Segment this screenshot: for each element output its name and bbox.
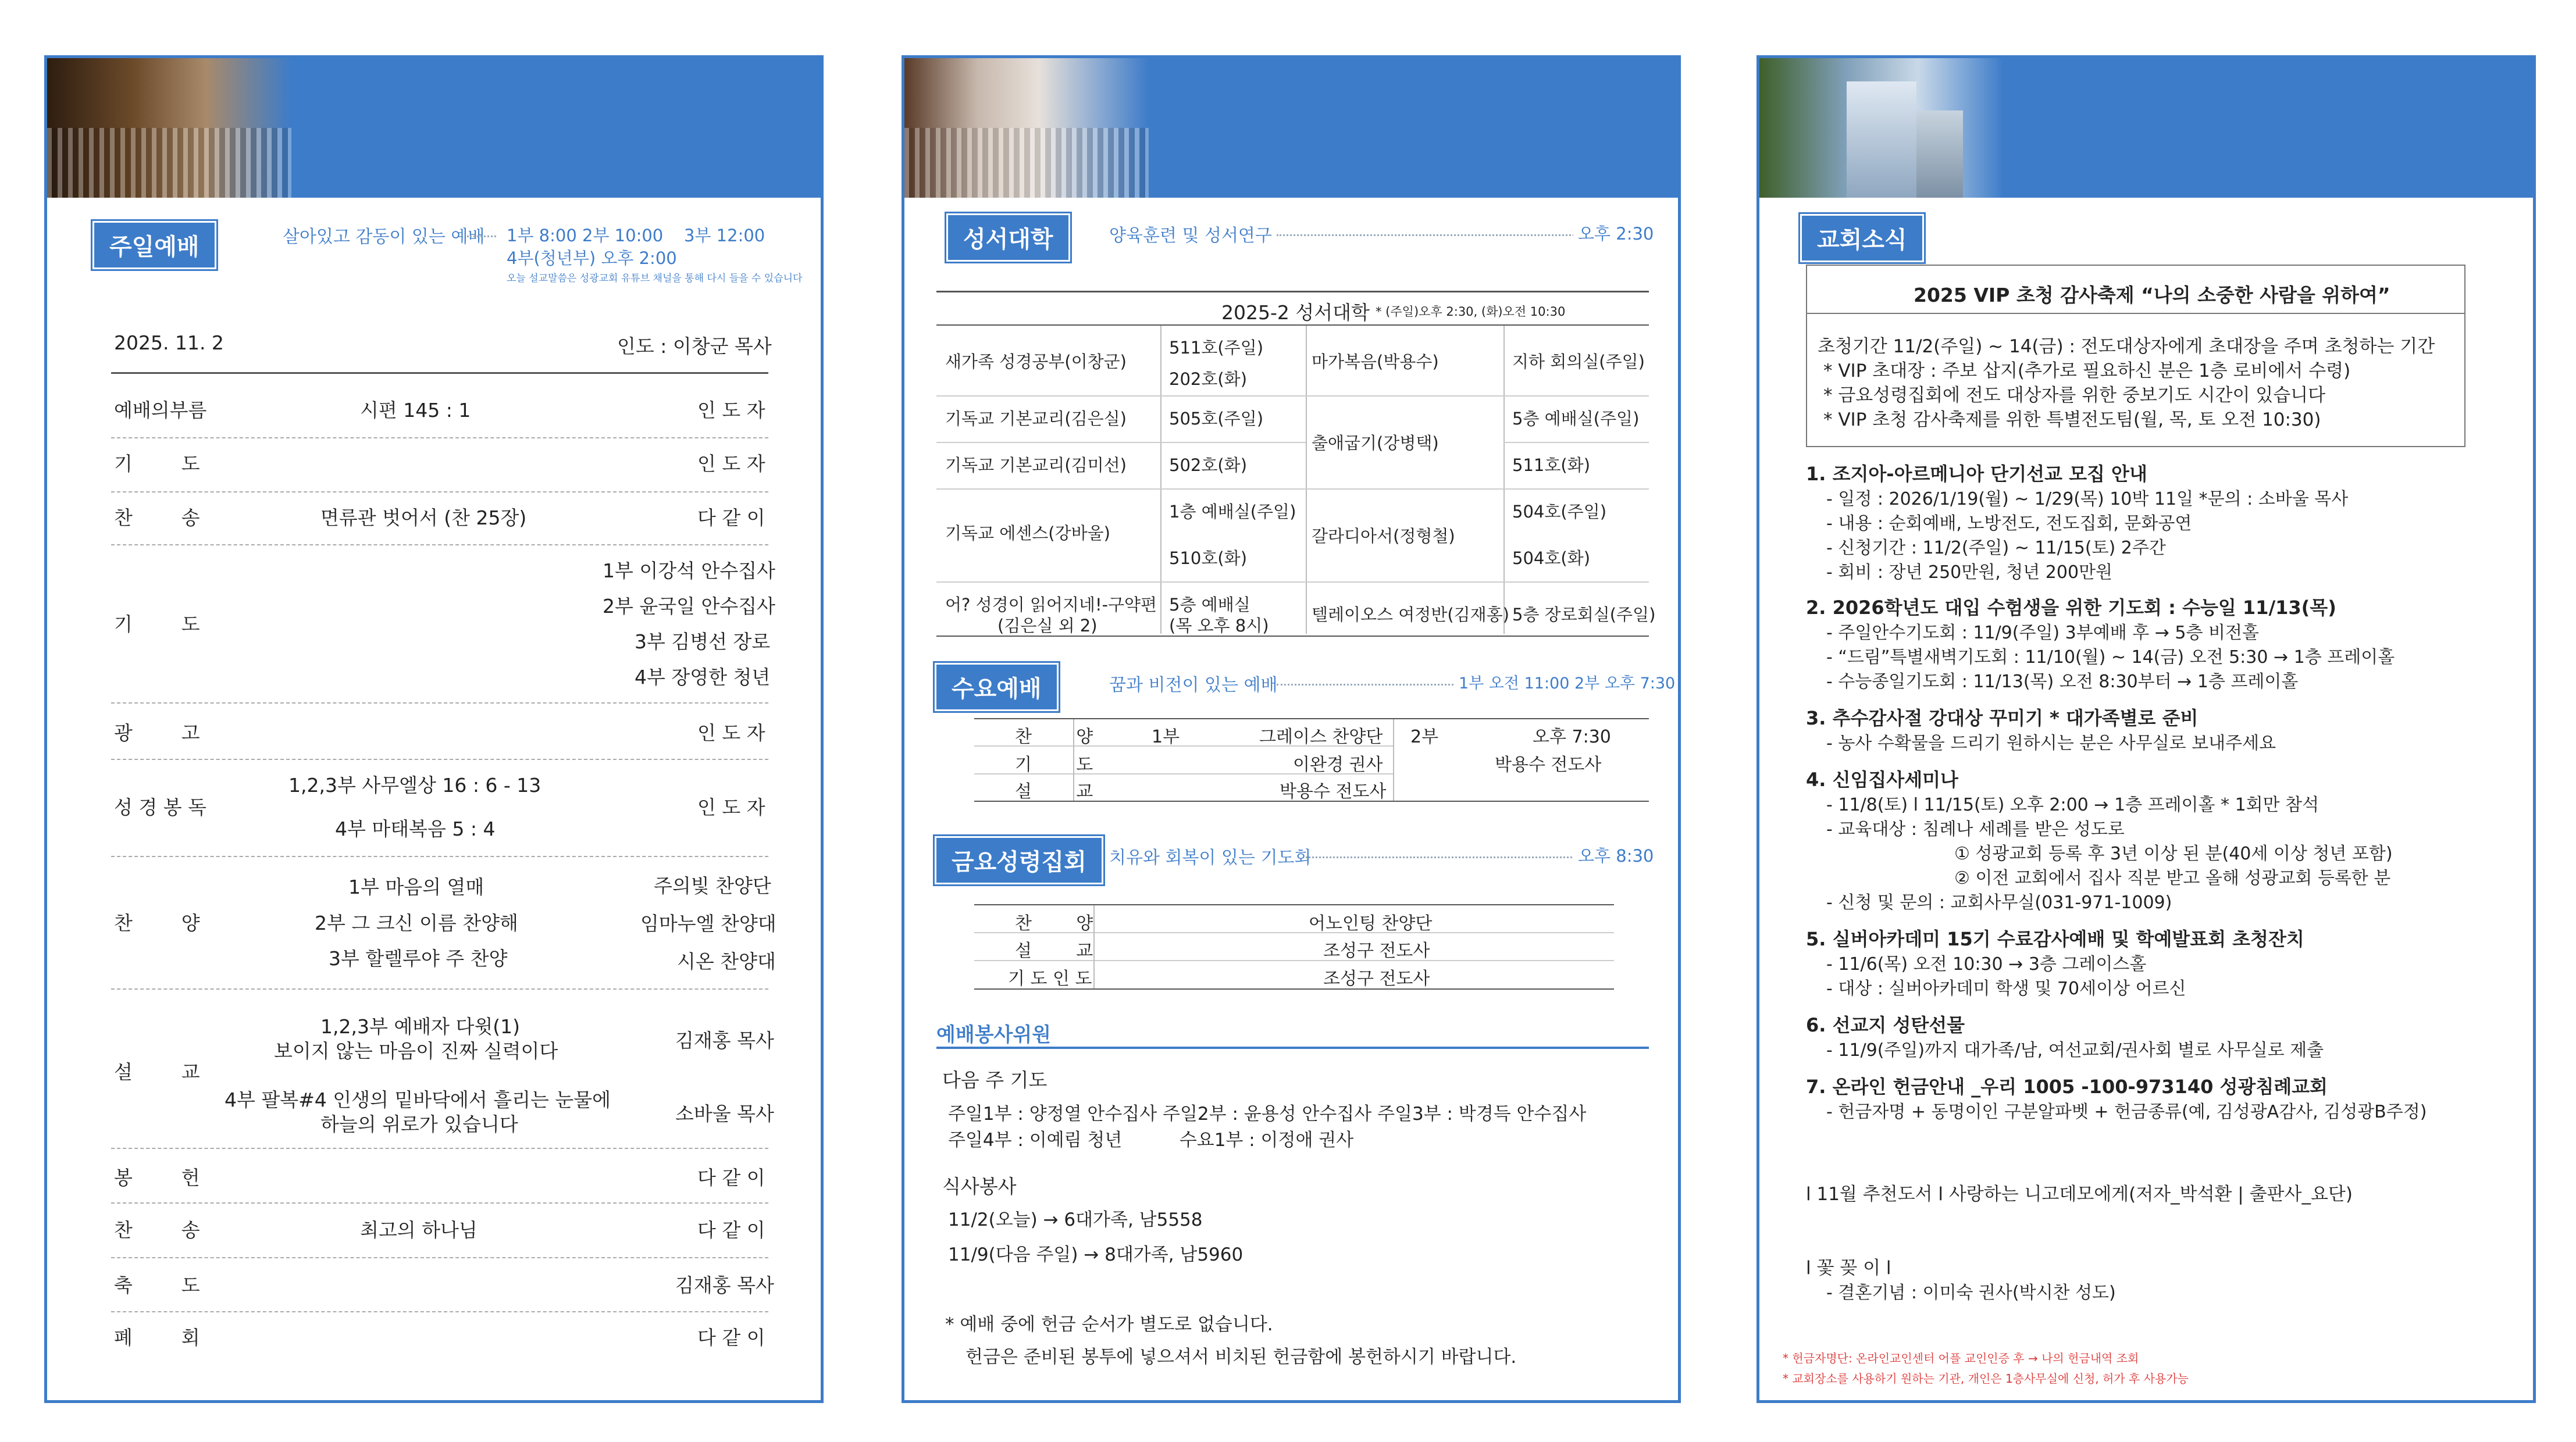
bible-table-title: 2025-2 성서대학: [1221, 301, 1370, 324]
sunday-subtitle: 살아있고 감동이 있는 예배: [283, 227, 485, 247]
order-label: 광 고: [114, 722, 200, 744]
time-4: 4부(청년부) 오후 2:00: [507, 248, 677, 268]
order-leader: 인 도 자: [697, 722, 765, 744]
meal-title: 식사봉사: [942, 1175, 1017, 1198]
praise-song: 3부 할렐루야 주 찬양: [329, 947, 508, 970]
class-room: 504호(화): [1512, 548, 1591, 568]
prayer-person: 1부 이강석 안수집사: [603, 559, 775, 582]
church-building-photo: [1759, 58, 2004, 198]
prayer-person: 4부 장영한 청년: [635, 666, 771, 688]
time-3: 3부 12:00: [684, 226, 765, 245]
news-head: 4. 신임집사세미나: [1806, 769, 1958, 791]
wed-person: 박용수 전도사: [1280, 781, 1387, 802]
order-leader: 인 도 자: [697, 452, 765, 475]
news-line: - 교육대상 : 침례나 세례를 받은 성도로: [1826, 819, 2125, 840]
news-head: 1. 조지아-아르메니아 단기선교 모집 안내: [1806, 463, 2147, 485]
class-room: 지하 회의실(주일): [1512, 352, 1645, 372]
sermon-line: 보이지 않는 마음이 진짜 실력이다: [274, 1040, 558, 1062]
wed-part: 2부: [1410, 727, 1439, 747]
fri-role: 찬 양: [1015, 913, 1093, 934]
worship-photo: [47, 58, 291, 198]
meal-line: 11/9(다음 주일) → 8대가족, 남5960: [948, 1244, 1244, 1265]
order-label: 봉 헌: [114, 1166, 200, 1189]
class-room: 504호(주일): [1512, 502, 1607, 522]
class-name: (김은실 외 2): [997, 616, 1098, 636]
news-line: - 11/9(주일)까지 대가족/남, 여선교회/권사회 별로 사무실로 제출: [1826, 1040, 2324, 1061]
section-title-wednesday: 수요예배: [935, 663, 1059, 711]
bible-time: 오후 2:30: [1573, 221, 1654, 245]
order-label: 찬 송: [114, 506, 200, 529]
friday-subtitle: 치유와 회복이 있는 기도회: [1109, 848, 1312, 868]
class-room: (목 오후 8시): [1169, 616, 1269, 636]
scripture: 4부 마태복음 5 : 4: [335, 818, 496, 840]
class-name: 새가족 성경공부(이창군): [945, 352, 1127, 372]
section-title-friday: 금요성령집회: [935, 836, 1103, 884]
order-label: 축 도: [114, 1274, 200, 1297]
class-name: 기독교 기본교리(김은실): [945, 409, 1127, 429]
news-line: - 내용 : 순회예배, 노방전도, 전도집회, 문화공연: [1826, 513, 2192, 534]
news-head: 7. 온라인 헌금안내 _우리 1005 -100-973140 성광침례교회: [1806, 1076, 2328, 1098]
wed-person: 그레이스 찬양단: [1259, 727, 1383, 747]
vip-line: * 금요성령집회에 전도 대상자를 위한 중보기도 시간이 있습니다: [1823, 385, 2326, 406]
news-line: ① 성광교회 등록 후 3년 이상 된 분(40세 이상 청년 포함): [1954, 844, 2393, 864]
order-leader: 다 같 이: [697, 506, 765, 529]
class-room: 502호(화): [1169, 455, 1248, 475]
flower-title: l 꽃 꽂 이 l: [1806, 1258, 1891, 1279]
class-name: 기독교 기본교리(김미선): [945, 455, 1127, 475]
news-line: - 신청 및 문의 : 교회사무실(031-971-1009): [1826, 893, 2172, 913]
section-title-bible: 성서대학: [946, 213, 1070, 262]
prayer-line: 주일4부 : 이예림 청년 수요1부 : 이정애 권사: [948, 1130, 1354, 1151]
news-line: - 회비 : 장년 250만원, 청년 200만원: [1826, 562, 2113, 583]
preacher: 소바울 목사: [675, 1102, 774, 1125]
class-room: 202호(화): [1169, 369, 1248, 389]
recommended-book: l 11월 추천도서 l 사랑하는 니고데모에게(저자_박석환 | 출판사_요단): [1806, 1184, 2353, 1205]
order-content: 최고의 하나님: [360, 1219, 478, 1241]
wednesday-subtitle: 꿈과 비전이 있는 예배: [1109, 675, 1278, 695]
order-leader: 인 도 자: [697, 399, 765, 422]
order-leader: 김재홍 목사: [675, 1274, 774, 1297]
youtube-note: 오늘 설교말씀은 성광교회 유튜브 채널을 통해 다시 들을 수 있습니다: [507, 273, 803, 284]
leader: 인도 : 이창군 목사: [617, 335, 772, 358]
news-line: - 주일안수기도회 : 11/9(주일) 3부예배 후 → 5층 비전홀: [1826, 623, 2259, 643]
order-content: 면류관 벗어서 (찬 25장): [320, 506, 527, 529]
fri-person: 조성구 전도사: [1323, 969, 1430, 989]
order-label: 예배의부름: [114, 399, 207, 422]
servers-title: 예배봉사위원: [936, 1023, 1052, 1047]
fri-role: 설 교: [1015, 941, 1093, 961]
order-label: 성 경 봉 독: [114, 796, 206, 819]
news-head: 2. 2026학년도 대입 수험생을 위한 기도회 : 수능일 11/13(목): [1806, 597, 2336, 619]
order-label: 기 도: [114, 613, 200, 636]
fri-person: 조성구 전도사: [1323, 941, 1430, 961]
section-title-news: 교회소식: [1800, 214, 1924, 262]
news-line: - 신청기간 : 11/2(주일) ~ 11/15(토) 2주간: [1826, 538, 2166, 558]
choir-photo: [904, 58, 1149, 198]
prayer-line: 주일1부 : 양정열 안수집사 주일2부 : 윤용성 안수집사 주일3부 : 박경득 안수집사: [948, 1104, 1587, 1125]
order-label: 폐 회: [114, 1326, 200, 1349]
fri-role: 기 도 인 도: [1008, 969, 1092, 989]
sermon-line: 4부 팔복#4 인생의 밑바닥에서 흘리는 눈물에: [225, 1088, 611, 1111]
footnote: * 헌금자명단: 온라인교인센터 어플 교인인증 후 → 나의 헌금내역 조회: [1783, 1351, 2139, 1365]
order-leader: 다 같 이: [697, 1166, 765, 1189]
news-line: - 대상 : 실버아카데미 학생 및 70세이상 어르신: [1826, 979, 2186, 999]
church-news-panel: [1756, 55, 2536, 1403]
class-room: 505호(주일): [1169, 409, 1264, 429]
vip-title: 2025 VIP 초청 감사축제 “나의 소중한 사람을 위하여”: [1914, 284, 2390, 306]
wed-person: 이완경 권사: [1293, 755, 1383, 775]
offering-note: 헌금은 준비된 봉투에 넣으셔서 비치된 헌금함에 봉헌하시기 바랍니다.: [965, 1347, 1517, 1368]
news-line: - 일정 : 2026/1/19(월) ~ 1/29(목) 10박 11일 *문의 : 소바울 목사: [1826, 489, 2349, 509]
order-leader: 다 같 이: [697, 1326, 765, 1349]
wed-role: 설 교: [1015, 781, 1093, 802]
meal-line: 11/2(오늘) → 6대가족, 남5558: [948, 1209, 1203, 1230]
footnote: * 교회장소를 사용하기 원하는 기관, 개인은 1층사무실에 신청, 허가 후 사용가능: [1783, 1372, 2189, 1386]
wed-role: 기 도: [1015, 755, 1093, 775]
order-leader: 다 같 이: [697, 1219, 765, 1241]
time-1: 1부 8:00: [507, 226, 577, 245]
offering-note: * 예배 중에 헌금 순서가 별도로 없습니다.: [945, 1314, 1273, 1335]
order-label: 찬 양: [114, 912, 200, 934]
news-line: - 수능종일기도회 : 11/13(목) 오전 8:30부터 → 1층 프레이홀: [1826, 672, 2299, 692]
news-head: 5. 실버아카데미 15기 수료감사예배 및 학예발표회 초청잔치: [1806, 928, 2304, 950]
choir: 시온 찬양대: [677, 950, 776, 973]
vip-line: 초청기간 11/2(주일) ~ 14(금) : 전도대상자에게 초대장을 주며 초청하는 기간: [1818, 336, 2435, 357]
prayer-title: 다음 주 기도: [942, 1069, 1047, 1091]
order-label: 기 도: [114, 452, 200, 475]
bulletin-date: 2025. 11. 2: [114, 331, 224, 354]
class-room: 511호(주일): [1169, 338, 1264, 358]
news-head: 6. 선교지 성탄선물: [1806, 1014, 1965, 1036]
wed-person: 박용수 전도사: [1495, 755, 1602, 775]
class-room: 510호(화): [1169, 548, 1248, 568]
bible-subtitle: 양육훈련 및 성서연구: [1109, 226, 1272, 246]
wed-time: 오후 7:30: [1533, 727, 1611, 747]
news-line: - “드림”특별새벽기도회 : 11/10(월) ~ 14(금) 오전 5:30 → 1층 프레이홀: [1826, 647, 2395, 668]
fri-person: 어노인팅 찬양단: [1309, 913, 1433, 934]
bible-college-panel: [902, 55, 1681, 1403]
news-line: ② 이전 교회에서 집사 직분 받고 올해 성광교회 등록한 분: [1954, 868, 2391, 888]
class-room: 5층 예배실: [1169, 595, 1250, 615]
news-head: 3. 추수감사절 강대상 꾸미기 * 대가족별로 준비: [1806, 707, 2199, 729]
class-name: 어? 성경이 읽어지네!-구약편: [945, 595, 1157, 615]
sermon-line: 하늘의 위로가 있습니다: [320, 1113, 518, 1136]
news-line: - 11/6(목) 오전 10:30 → 3층 그레이스홀: [1826, 954, 2147, 975]
section-title-sunday: 주일예배: [92, 221, 216, 269]
class-room: 5층 예배실(주일): [1512, 409, 1640, 429]
preacher: 김재홍 목사: [675, 1029, 774, 1052]
news-line: - 헌금자명 + 동명이인 구분알파벳 + 헌금종류(예, 김성광A감사, 김성광B주정): [1826, 1102, 2427, 1122]
sunday-worship-panel: [44, 55, 824, 1403]
praise-song: 1부 마음의 열매: [348, 876, 484, 898]
bible-table-note: * (주일)오후 2:30, (화)오전 10:30: [1376, 305, 1566, 319]
news-line: - 농사 수확물을 드리기 원하시는 분은 사무실로 보내주세요: [1826, 733, 2276, 754]
time-2: 2부 10:00: [582, 226, 664, 245]
class-name: 갈라디아서(정형철): [1312, 526, 1455, 546]
class-name: 출애굽기(강병택): [1312, 433, 1439, 453]
prayer-person: 3부 김병선 장로: [635, 630, 771, 653]
class-room: 1층 예배실(주일): [1169, 502, 1296, 522]
wed-part: 1부: [1152, 727, 1180, 747]
praise-song: 2부 그 크신 이름 찬양해: [315, 912, 518, 934]
class-name: 마가복음(박용수): [1312, 352, 1439, 372]
order-label: 찬 송: [114, 1219, 200, 1241]
scripture: 1,2,3부 사무엘상 16 : 6 - 13: [288, 774, 541, 797]
class-name: 텔레이오스 여정반(김재홍): [1312, 605, 1510, 624]
class-name: 기독교 에센스(강바울): [945, 523, 1110, 543]
vip-line: * VIP 초대장 : 주보 삽지(추가로 필요하신 분은 1층 로비에서 수령): [1823, 360, 2351, 381]
order-leader: 인 도 자: [697, 796, 765, 819]
prayer-person: 2부 윤국일 안수집사: [603, 595, 775, 618]
choir: 임마누엘 찬양대: [640, 912, 776, 935]
friday-time: 오후 8:30: [1573, 843, 1654, 867]
order-content: 시편 145 : 1: [360, 399, 471, 422]
class-room: 5층 장로회실(주일): [1512, 605, 1656, 624]
order-label: 설 교: [114, 1061, 200, 1083]
wednesday-time: 1부 오전 11:00 2부 오후 7:30: [1454, 670, 1675, 693]
choir: 주의빛 찬양단: [654, 875, 771, 897]
news-line: - 11/8(토) l 11/15(토) 오후 2:00 → 1층 프레이홀 * 1회만 참석: [1826, 795, 2320, 815]
class-room: 511호(화): [1512, 455, 1591, 475]
wed-role: 찬 양: [1015, 727, 1093, 747]
vip-line: * VIP 초청 감사축제를 위한 특별전도팀(월, 목, 토 오전 10:30): [1823, 409, 2321, 430]
flower-line: - 결혼기념 : 이미숙 권사(박시찬 성도): [1826, 1283, 2116, 1303]
sermon-line: 1,2,3부 예배자 다윗(1): [320, 1015, 520, 1038]
